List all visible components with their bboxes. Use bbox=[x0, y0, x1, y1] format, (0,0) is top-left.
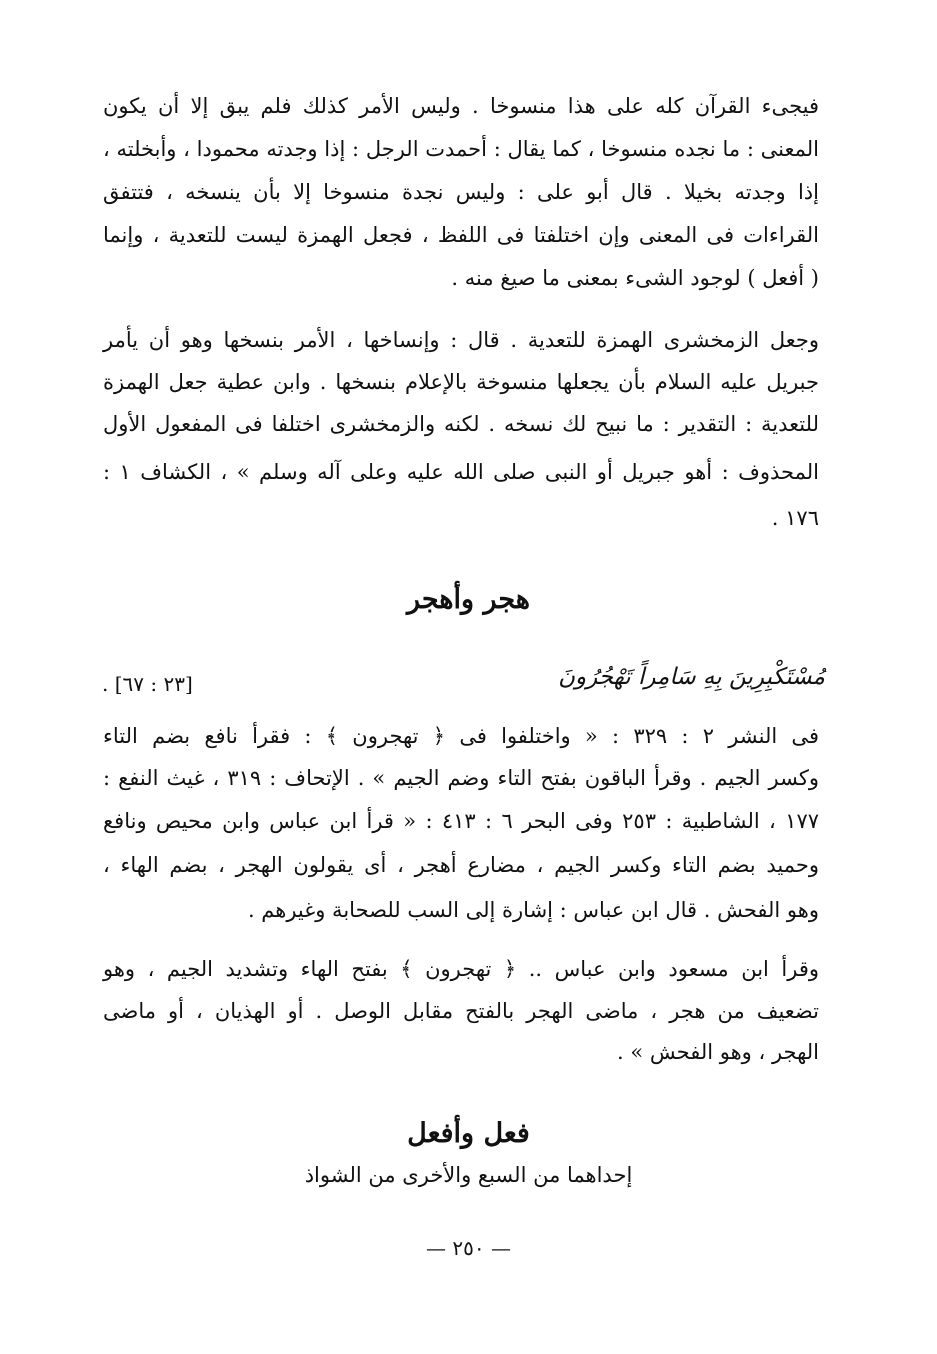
text-line: الهجر ، وهو الفحش » . bbox=[617, 1040, 819, 1064]
text-line: المعنى : ما نجده منسوخا ، كما يقال : أحمدت الرجل : إذا وجدته محمودا ، وأبخلته ، bbox=[103, 137, 819, 161]
text-line: للتعدية : التقدير : ما نبيح لك نسخه . لكنه والزمخشرى اختلفا فى المفعول الأول bbox=[103, 412, 819, 436]
text-line: تضعيف من هجر ، ماضى الهجر بالفتح مقابل الوصل . أو الهذيان ، أو ماضى bbox=[103, 999, 819, 1023]
text-line: ( أفعل ) لوجود الشىء بمعنى ما صيغ منه . bbox=[451, 266, 819, 290]
text-line: فيجىء القرآن كله على هذا منسوخا . وليس الأمر كذلك فلم يبق إلا أن يكون bbox=[103, 94, 819, 118]
text-line: المحذوف : أهو جبريل أو النبى صلى الله عليه وعلى آله وسلم » ، الكشاف ١ : bbox=[103, 460, 819, 484]
page-number: — ٢٥٠ — bbox=[426, 1236, 511, 1260]
text-line: وحميد بضم التاء وكسر الجيم ، مضارع أهجر ، أى يقولون الهجر ، بضم الهاء ، bbox=[103, 853, 819, 877]
section-subtitle: إحداهما من السبع والأخرى من الشواذ bbox=[304, 1163, 633, 1187]
text-line: وجعل الزمخشرى الهمزة للتعدية . قال : وإنساخها ، الأمر بنسخها وهو أن يأمر bbox=[103, 328, 819, 352]
section-heading: هجر وأهجر bbox=[406, 584, 531, 615]
text-line: إذا وجدته بخيلا . قال أبو على : وليس نجدة منسوخا إلا بأن ينسخه ، فتتفق bbox=[103, 180, 819, 204]
text-line: القراءات فى المعنى وإن اختلفتا فى اللفظ ، فجعل الهمزة ليست للتعدية ، وإنما bbox=[103, 223, 819, 247]
text-line: ١٧٧ ، الشاطبية : ٢٥٣ وفى البحر ٦ : ٤١٣ : « قرأ ابن عباس وابن محيص ونافع bbox=[103, 809, 820, 833]
section-heading: فعل وأفعل bbox=[407, 1118, 530, 1149]
text-line: وهو الفحش . قال ابن عباس : إشارة إلى السب للصحابة وغيرهم . bbox=[247, 898, 819, 922]
text-line: وكسر الجيم . وقرأ الباقون بفتح التاء وضم الجيم » . الإتحاف : ٣١٩ ، غيث النفع : bbox=[103, 766, 819, 790]
text-line: فى النشر ٢ : ٣٢٩ : « واختلفوا فى ﴿ تهجرون ﴾ : فقرأ نافع بضم التاء bbox=[103, 724, 819, 748]
quran-verse: مُسْتَكْبِرِينَ بِهِ سَامِراً تَهْجُرُونَ bbox=[558, 664, 825, 690]
verse-reference: [٢٣ : ٦٧] . bbox=[102, 672, 193, 696]
text-line: ١٧٦ . bbox=[771, 506, 819, 530]
text-line: جبريل عليه السلام بأن يجعلها منسوخة بالإعلام بنسخها . وابن عطية جعل الهمزة bbox=[103, 370, 819, 394]
text-line: وقرأ ابن مسعود وابن عباس .. ﴿ تهجرون ﴾ بفتح الهاء وتشديد الجيم ، وهو bbox=[103, 957, 819, 981]
